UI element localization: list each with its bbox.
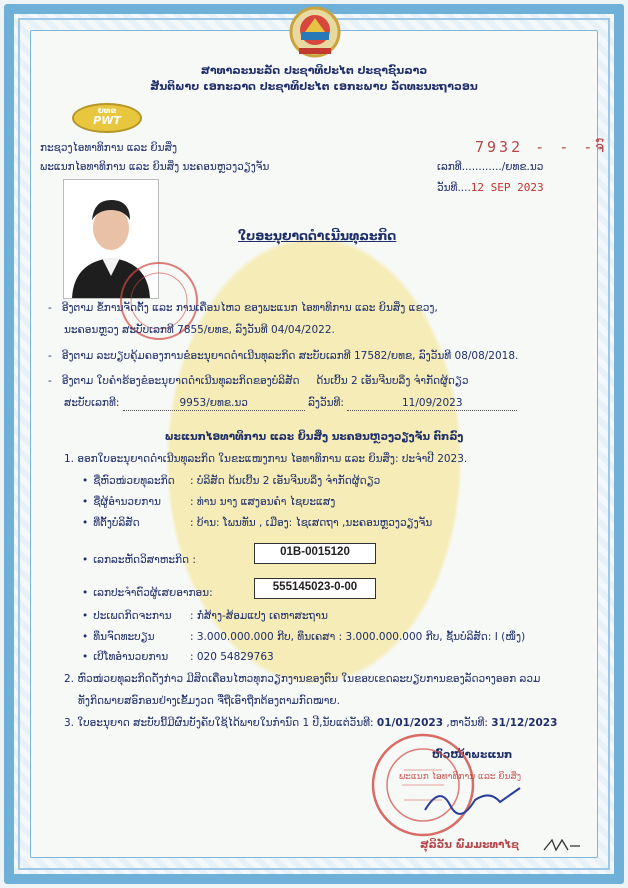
business-name-value: : ບໍລິສັດ ດ້ນເບີ້ນ 2 ເອັນຈີນບລິ່ງ ຈຳກັດຜູ້ດຽວ [190,475,381,487]
stamp-text: ພະແນກ ໄອທາທິການ ແລະ ຍິນສິ່ງ [399,772,522,782]
business-name-label: • ຊື່ຫົວໜ່ວຍທຸລະກິດ [82,474,175,488]
reference-3: - ອີງຕາມ ໃບຄຳຮ້ອງຂໍອະນຸຍາດດຳເນີນທຸລະກິດຂອງບໍລິສັດ ດ້ນເບີ້ນ 2 ເອັນຈີນບລິ່ງ ຈຳກັດຜູ້ດຽວ [48,375,469,387]
country-heading: ສາທາລະນະລັດ ປະຊາທິປະໄຕ ປະຊາຊົນລາວ [200,64,428,77]
enterprise-code-label: • ເລກລະຫັດວິສາຫະກິດ : [82,553,196,567]
document-title: ໃບອະນຸຍາດດຳເນີນທຸລະກິດ [238,228,397,243]
signatory-role: ຫົວໜ້າພະແນກ [432,749,513,761]
certificate-border [4,4,624,884]
item-3: 3. ໃບອະນຸຍາດ ສະບັບນີ້ມີຜົນບັງຄັບໃຊ້ໄດ້ພາຍໃນກຳນົດ 1 ປີ,ນັບແຕ່ວັນທີ: 01/01/2023 ,ຫາວັນທີ: 31/12/2023 [64,717,558,729]
tax-id-label: • ເລກປະຈຳຕົວຜູ້ເສຍອາກອນ: [82,586,213,600]
capital-value: : 3.000.000.000 ກີບ, ທຶນເຄສາ : 3.000.000.000 ກີບ, ຊັ້ນບໍລິສັດ: I (ໜຶ່ງ) [190,631,526,643]
director-value: : ທ່ານ ນາງ ແສງອນຄຳ ໄຊຍະແສງ [190,496,336,508]
enterprise-code-box: 01B-0015120 [254,543,376,564]
initials-mark [540,836,584,856]
activity-value: : ກໍ່ສ້າງ-ສ້ອມແປງ ເຄຫາສະຖານ [190,610,328,622]
pwt-logo: ຍທຂ PWT [72,103,142,133]
phone-label: • ເບີໂທອຳນວຍການ [82,650,168,664]
signature-mark [420,780,530,820]
section-heading: ພະແນກໄອທາທິການ ແລະ ຍິນສິ່ງ ນະຄອນຫຼວງວຽງຈັນ ຕົກລົງ [164,431,464,443]
reference-number-handwritten: 7932 - - -ຈົ [475,138,608,156]
reference-number-label: ເລກທີ............/ຍທຂ.ນວ [437,161,544,173]
reference-2: - ອີງຕາມ ລະບຽບຄຸ້ມຄອງການຂໍອະນຸຍາດດຳເນີນທຸລະກິດ ສະບັບເລກທີ 17582/ຍທຂ, ລົງວັນທີ 08/08/2018. [48,350,519,362]
tax-id-box: 555145023-0-00 [254,578,376,599]
reference-3-line2: ສະບັບເລກທີ: 9953/ຍທຂ.ນວ ລົງວັນທີ: 11/09/2023 [64,396,517,411]
address-value: : ບ້ານ: ໂພນທັນ , ເມືອງ: ໄຊເສດຖາ ,ນະຄອນຫຼວງວຽງຈັນ [190,517,433,529]
director-label: • ຊື່ຜູ້ອຳນວຍການ [82,495,161,509]
reference-1: - ອີງຕາມ ຂໍ້ການຈັດຕັ້ງ ແລະ ການເຄື່ອນໄຫວ ຂອງພະແນກ ໄອທາທິການ ແລະ ຍິນສິ່ງ ແຂວງ, [48,302,438,314]
national-emblem-icon [285,4,345,62]
signatory-name: ສຸລິວັນ ພົມມະທາໄຊ [420,839,519,851]
item-1-intro: 1. ອອກໃບອະນຸຍາດດຳເນີນທຸລະກິດ ໃນຂະແໜງການ ໄອທາທິການ ແລະ ຍິນສິ່ງ: ປະຈຳປີ 2023. [64,453,468,465]
phone-value: : 020 54829763 [190,651,274,663]
item-2-line2: ທັງກິດພາຍສອົກອນຢ່າງເຂັ້ມງວດ ຈື່ຖືເອົາຖືກຕ້ອງຕາມກົດໝາຍ. [78,695,340,707]
ministry-name: ກະຊວງໄອທາທິການ ແລະ ຍິນສິ່ງ [40,142,178,154]
activity-label: • ປະເພດກິດຈະການ [82,609,172,623]
motto-heading: ສັນຕິພາບ ເອກະລາດ ປະຊາທິປະໄຕ ເອກະພາບ ວັດທະນະຖາວອນ [150,80,478,93]
capital-label: • ທຶນຈົດທະບຽນ [82,630,155,644]
item-2-line1: 2. ຫົວໜ່ວຍທຸລະກິດດັ່ງກ່າວ ມີສິດເຄື່ອນໄຫວທຸກວຽກງານຂອງຕົນ ໃນຂອບເຂດລະບຽບການຂອງລັດວາງອອກ ລວມ [64,673,541,685]
reference-date: ວັນທີ....12 SEP 2023 [437,181,544,194]
department-name: ພະແນກໄອທາທິການ ແລະ ຍິນສິ່ງ ນະຄອນຫຼວງວຽງຈັນ [40,161,270,173]
reference-1-line2: ນະຄອນຫຼວງ ສະບັບເລກທີ 7855/ຍທຂ, ລົງວັນທີ 04/04/2022. [64,324,335,336]
address-label: • ທີ່ຕັ້ງບໍລິສັດ [82,516,140,530]
